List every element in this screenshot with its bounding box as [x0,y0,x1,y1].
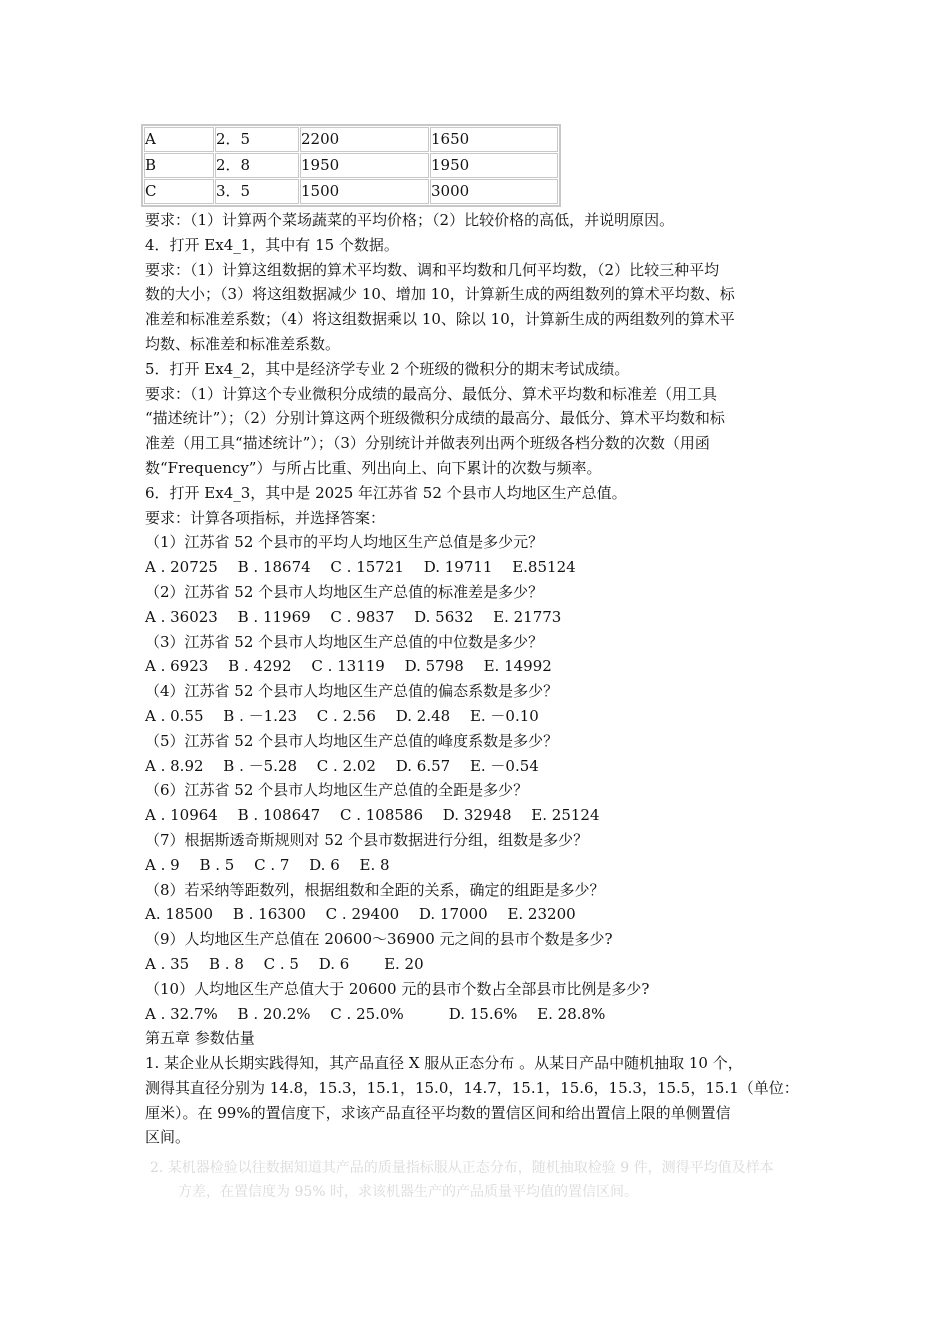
text-line: 要求：（1）计算两个菜场蔬菜的平均价格；（2）比较价格的高低，并说明原因。 [145,211,675,229]
table-cell: 3000 [430,179,558,204]
text-line: 数的大小；（3）将这组数据减少 10、增加 10，计算新生成的两组数列的算术平均数、标 [145,285,735,304]
table-cell: 1650 [430,127,558,152]
table-cell: 2200 [300,127,429,152]
options-line: A. 18500 B . 16300 C . 29400 D. 17000 E. 23200 [145,905,576,924]
table-cell: 1950 [430,153,558,178]
options-line: A . 36023 B . 11969 C . 9837 D. 5632 E. 21773 [145,607,562,626]
text-line: 1. 某企业从长期实践得知，其产品直径 X 服从正态分布 。从某日产品中随机抽取 10 个， [145,1054,743,1073]
text-line: 测得其直径分别为 14.8，15.3，15.1，15.0，14.7，15.1，15.6，15.3，15.5，15.1（单位： [145,1078,799,1097]
faded-line: 方差，在置信度为 95% 时，求该机器生产的产品质量平均值的置信区间。 [178,1184,639,1200]
question-line: （4）江苏省 52 个县市人均地区生产总值的偏态系数是多少？ [145,682,559,701]
options-line: A . 8.92 B . －5.28 C . 2.02 D. 6.57 E. －0.54 [145,756,539,775]
options-line: A . 35 B . 8 C . 5 D. 6 E. 20 [145,954,424,973]
table-row [144,127,558,152]
text-line: 4．打开 Ex4_1，其中有 15 个数据。 [145,235,399,254]
text-line: 数“Frequency”）与所占比重、列出向上、向下累计的次数与频率。 [145,458,602,477]
text-line: 5．打开 Ex4_2，其中是经济学专业 2 个班级的微积分的期末考试成绩。 [145,359,630,378]
faded-text [150,1156,810,1204]
text-line: 要求：计算各项指标，并选择答案： [145,508,386,527]
text-line: 厘米）。在 99%的置信度下，求该产品直径平均数的置信区间和给出置信上限的单侧置信 [145,1103,731,1122]
table-cell: 3．5 [215,179,299,204]
document-page [145,124,810,1150]
text-line: 均数、标准差和标准差系数。 [145,334,341,353]
question-line: （6）江苏省 52 个县市人均地区生产总值的全距是多少？ [145,781,529,800]
text-line: 6．打开 Ex4_3，其中是 2025 年江苏省 52 个县市人均地区生产总值。 [145,483,627,502]
question-line: （7）根据斯透奇斯规则对 52 个县市数据进行分组，组数是多少？ [145,830,589,849]
question-line: （2）江苏省 52 个县市人均地区生产总值的标准差是多少？ [145,582,544,601]
table-row [144,153,558,178]
table-cell: 1500 [300,179,429,204]
faded-line: 2. 某机器检验以往数据知道其产品的质量指标服从正态分布，随机抽取检验 9 件，测得平均值及样本 [150,1160,774,1176]
chapter-heading: 第五章 参数估量 [145,1029,255,1048]
price-table [141,124,561,207]
text-line: 要求：（1）计算这个专业微积分成绩的最高分、最低分、算术平均数和标准差（用工具 [145,384,718,403]
question-line: （10）人均地区生产总值大于 20600 元的县市个数占全部县市比例是多少? [145,979,650,998]
text-line: “描述统计”）；（2）分别计算这两个班级微积分成绩的最高分、最低分、算术平均数和标 [145,409,725,428]
question-line: （3）江苏省 52 个县市人均地区生产总值的中位数是多少？ [145,632,544,651]
options-line: A . 9 B . 5 C . 7 D. 6 E. 8 [145,855,390,874]
question-line: （1）江苏省 52 个县市的平均人均地区生产总值是多少元？ [145,533,544,552]
options-line: A . 0.55 B . －1.23 C . 2.56 D. 2.48 E. －0.10 [145,706,539,725]
question-line: （5）江苏省 52 个县市人均地区生产总值的峰度系数是多少？ [145,731,559,750]
text-line: 准差（用工具“描述统计”）；（3）分别统计并做表列出两个班级各档分数的次数（用函 [145,434,710,453]
table-cell: 1950 [300,153,429,178]
text-line: 区间。 [145,1128,191,1147]
question-line: （8）若采纳等距数列，根据组数和全距的关系，确定的组距是多少？ [145,880,605,899]
table-row [144,179,558,204]
body-text [145,208,810,1150]
price-table-body [144,127,558,204]
table-cell: A [144,127,214,152]
options-line: A . 10964 B . 108647 C . 108586 D. 32948 E. 25124 [145,806,600,825]
table-cell: 2．5 [215,127,299,152]
options-line: A . 20725 B . 18674 C . 15721 D. 19711 E.85124 [145,558,576,577]
text-line: 准差和标准差系数；（4）将这组数据乘以 10、除以 10，计算新生成的两组数列的算术平 [145,310,735,329]
table-cell: C [144,179,214,204]
options-line: A . 32.7% B . 20.2% C . 25.0% D. 15.6% E. 28.8% [145,1004,606,1023]
text-line: 要求：（1）计算这组数据的算术平均数、调和平均数和几何平均数，（2）比较三种平均 [145,260,720,279]
options-line: A . 6923 B . 4292 C . 13119 D. 5798 E. 14992 [145,657,552,676]
question-line: （9）人均地区生产总值在 20600～36900 元之间的县市个数是多少? [145,930,613,949]
table-cell: B [144,153,214,178]
table-cell: 2．8 [215,153,299,178]
